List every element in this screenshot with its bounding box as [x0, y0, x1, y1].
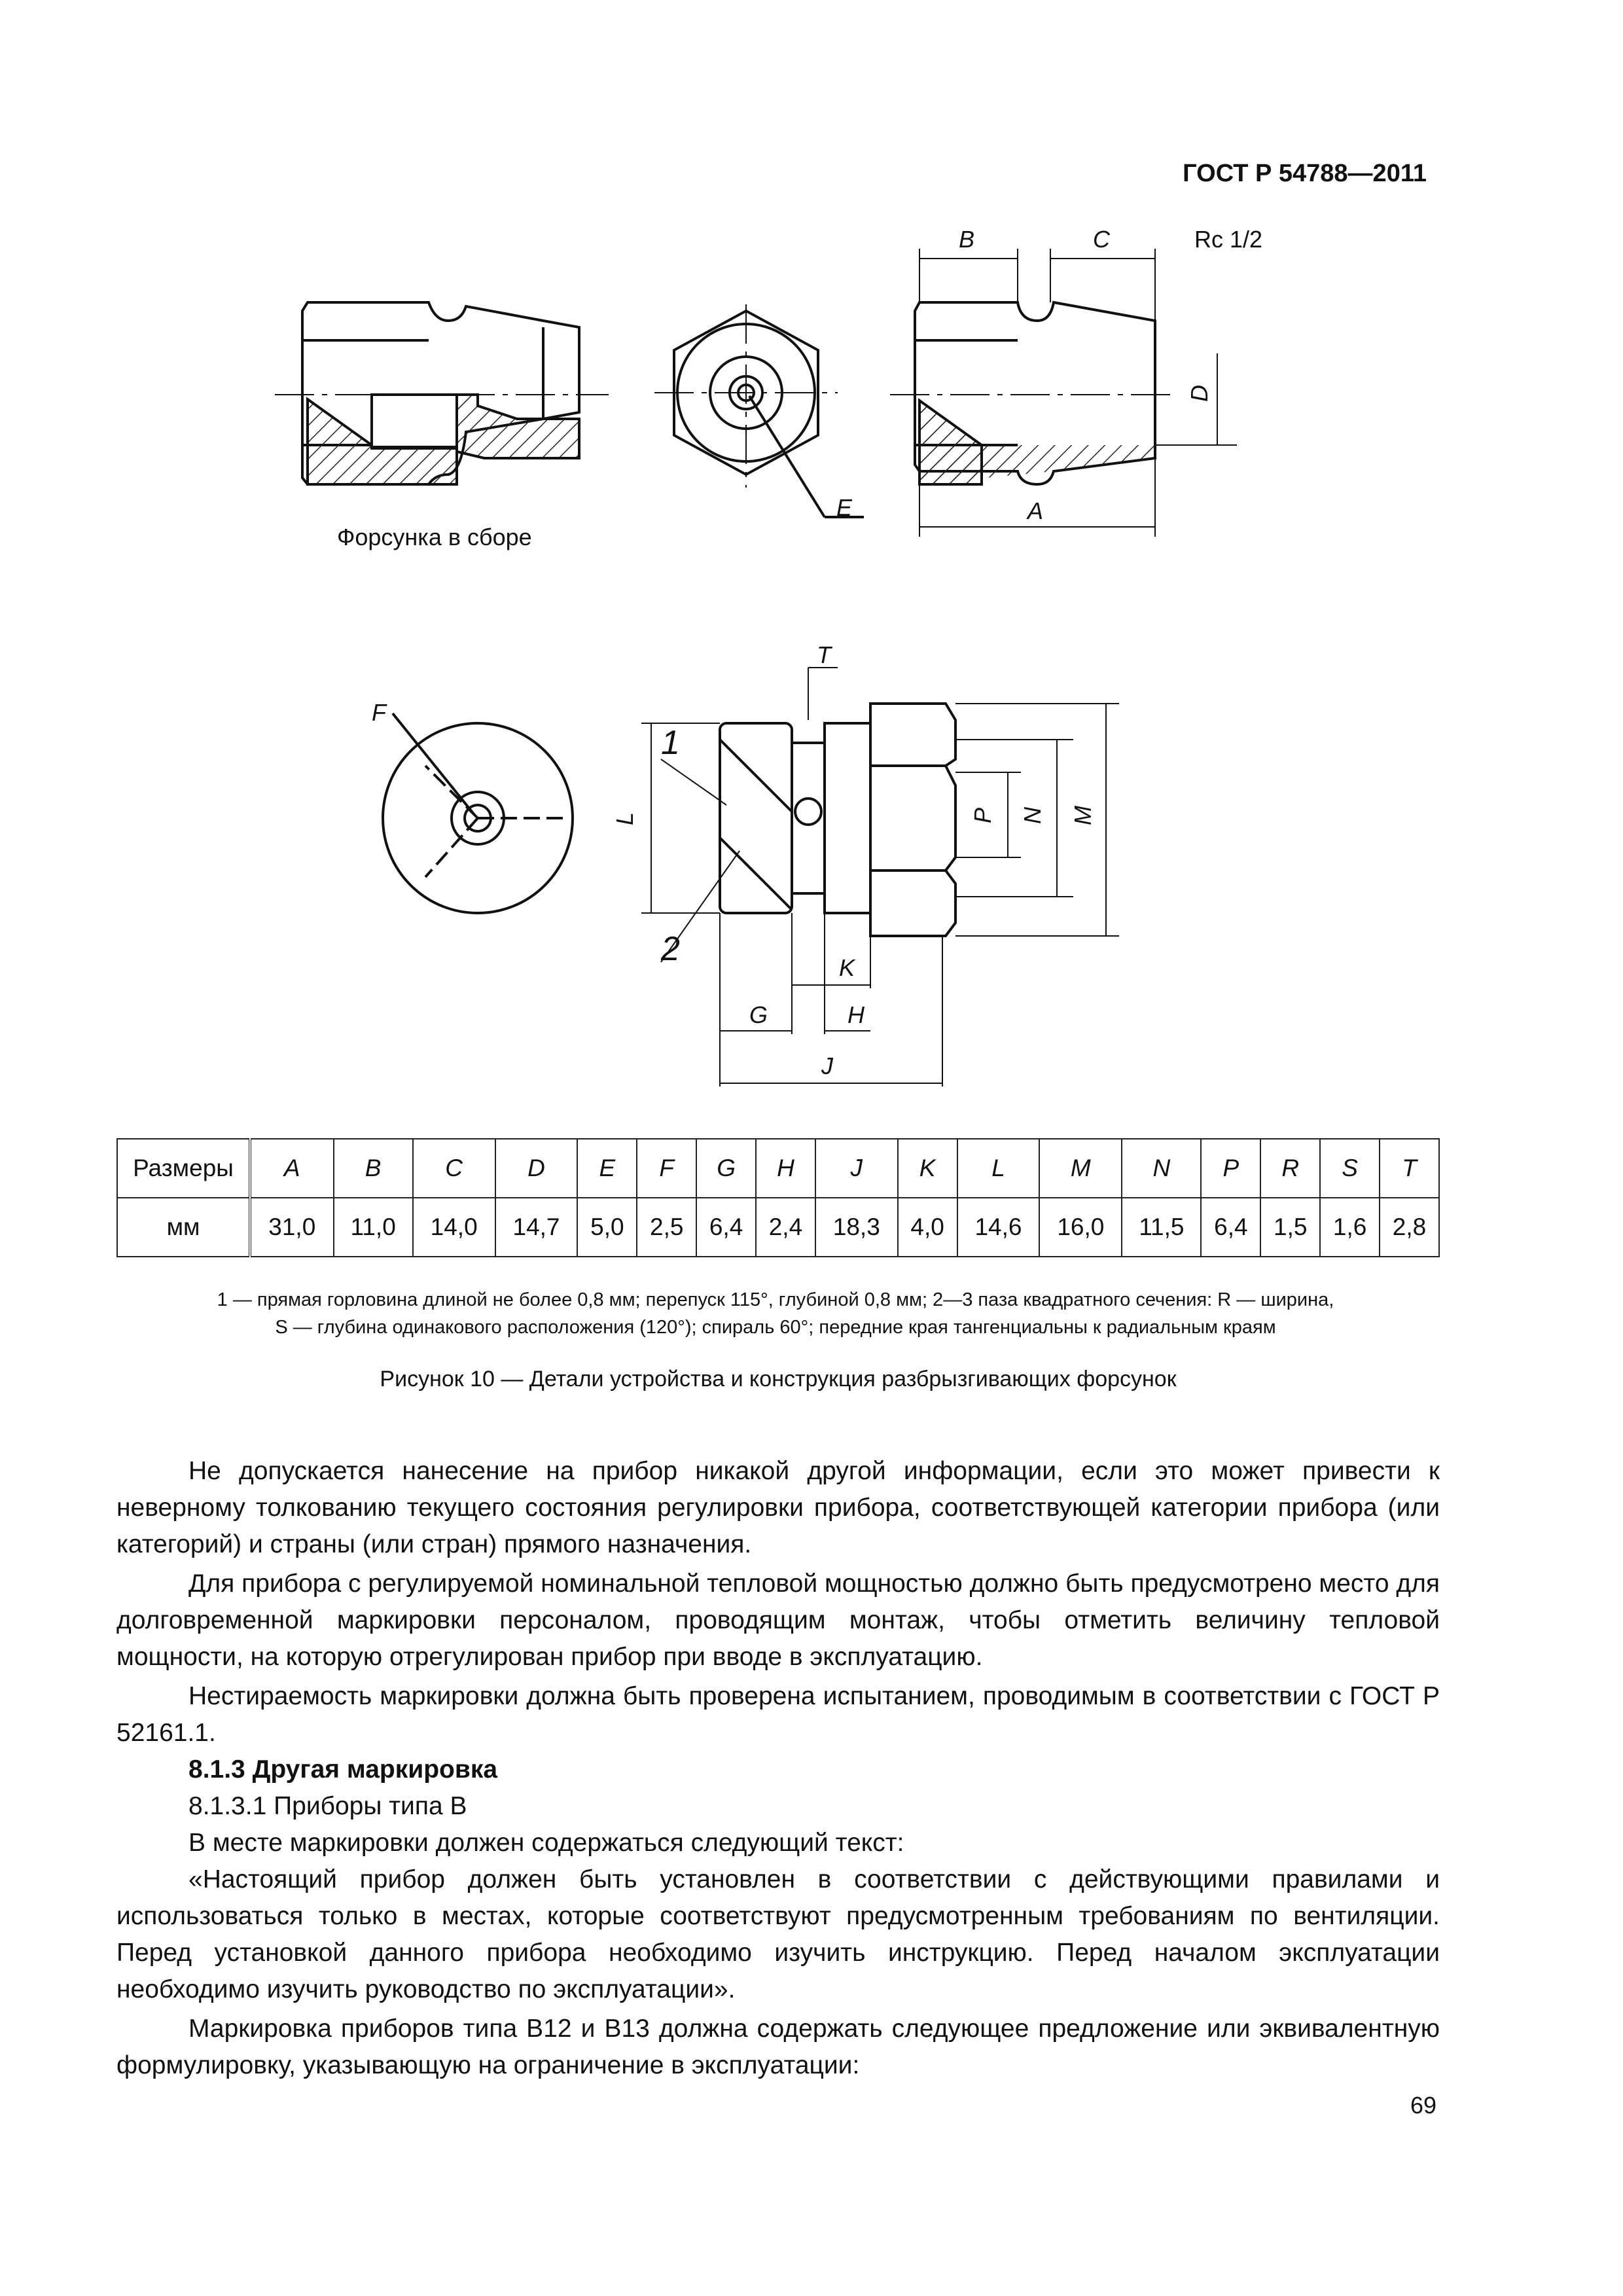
column-header: E: [577, 1139, 637, 1198]
table-cell: 1,6: [1320, 1198, 1380, 1257]
column-header: G: [696, 1139, 756, 1198]
paragraph: В месте маркировки должен содержаться следующий текст:: [188, 1829, 904, 1857]
table-cell: 6,4: [696, 1198, 756, 1257]
row-header: Размеры: [117, 1139, 250, 1198]
column-header: J: [815, 1139, 898, 1198]
table-cell: 31,0: [250, 1198, 334, 1257]
dim-label-a: A: [1027, 497, 1044, 524]
table-row: [117, 1198, 1439, 1257]
unit-label: мм: [117, 1198, 250, 1257]
callout-1: 1: [661, 724, 680, 762]
table-cell: 2,5: [637, 1198, 696, 1257]
dim-label-k: K: [839, 954, 855, 981]
dim-label-t: T: [817, 641, 831, 668]
body-text: [116, 1453, 1440, 2084]
dim-label-m: M: [1069, 806, 1096, 825]
table-cell: 14,0: [413, 1198, 495, 1257]
column-header: A: [250, 1139, 334, 1198]
figure-caption: Рисунок 10 — Детали устройства и конструкция разбрызгивающих форсунок: [380, 1367, 1177, 1391]
column-header: C: [413, 1139, 495, 1198]
section-heading: 8.1.3 Другая маркировка: [188, 1755, 498, 1784]
column-header: H: [756, 1139, 815, 1198]
dim-label-n: N: [1019, 807, 1046, 824]
table-cell: 6,4: [1201, 1198, 1260, 1257]
table-cell: 16,0: [1039, 1198, 1122, 1257]
table-cell: 14,7: [495, 1198, 578, 1257]
column-header: R: [1260, 1139, 1320, 1198]
table-cell: 14,6: [957, 1198, 1040, 1257]
dim-label-b: B: [959, 226, 975, 253]
thread-label: Rc 1/2: [1194, 226, 1263, 253]
column-header: B: [334, 1139, 413, 1198]
table-cell: 11,5: [1122, 1198, 1201, 1257]
figure-note-line-1: 1 — прямая горловина длиной не более 0,8 мм; перепуск 115°, глубиной 0,8 мм; 2—3 паза квадратного сечения: R — ширина,: [217, 1289, 1334, 1310]
subsection-heading: 8.1.3.1 Приборы типа В: [188, 1792, 467, 1820]
dim-label-d: D: [1186, 385, 1213, 402]
table-cell: 2,8: [1380, 1198, 1439, 1257]
nozzle-figure: [0, 0, 1623, 1126]
table-cell: 4,0: [898, 1198, 957, 1257]
table-cell: 11,0: [334, 1198, 413, 1257]
paragraph: Маркировка приборов типа В12 и В13 должна содержать следующее предложение или эквивалентную формулировку, указывающую на ограничение в эксплуатации:: [116, 2015, 1440, 2079]
table-header-row: [117, 1139, 1439, 1198]
callout-2: 2: [661, 930, 680, 968]
table-cell: 1,5: [1260, 1198, 1320, 1257]
side-detail: [641, 668, 1119, 1086]
column-header: N: [1122, 1139, 1201, 1198]
column-header: L: [957, 1139, 1040, 1198]
table-cell: 2,4: [756, 1198, 815, 1257]
page-number: 69: [1410, 2092, 1436, 2119]
dim-label-g: G: [749, 1001, 768, 1028]
paragraph: «Настоящий прибор должен быть установлен в соответствии с действующими правилами и использоваться только в местах, которые соответствуют предусмотренным требованиям по вентиляции. Перед установкой данного прибора необходимо изучить инструкцию. Перед началом эксплуатации необходимо изучить руководство по эксплуатации».: [116, 1865, 1440, 2003]
table-cell: 18,3: [815, 1198, 898, 1257]
column-header: K: [898, 1139, 957, 1198]
dim-label-c: C: [1093, 226, 1110, 253]
figure-note-line-2: S — глубина одинакового расположения (120°); спираль 60°; передние края тангенциальны к радиальным краям: [275, 1317, 1276, 1338]
figure-note: [105, 1286, 1446, 1341]
column-header: T: [1380, 1139, 1439, 1198]
table-cell: 5,0: [577, 1198, 637, 1257]
column-header: S: [1320, 1139, 1380, 1198]
disc-view: [383, 713, 573, 913]
dim-label-h: H: [847, 1001, 865, 1028]
assembly-drawing: [275, 302, 609, 484]
assembly-label: Форсунка в сборе: [337, 524, 532, 550]
paragraph: Не допускается нанесение на прибор никакой другой информации, если это может привести к неверному толкованию текущего состояния регулировки прибора, соответствующей категории прибора (или категорий) и страны (или стран) прямого назначения.: [116, 1457, 1440, 1558]
dim-label-j: J: [821, 1052, 833, 1079]
body-drawing: [890, 249, 1237, 537]
dim-label-l: L: [611, 812, 639, 826]
column-header: M: [1039, 1139, 1122, 1198]
dim-label-e: E: [836, 494, 853, 521]
dim-label-f: F: [372, 699, 386, 726]
paragraph: Нестираемость маркировки должна быть проверена испытанием, проводимым в соответствии с ГОСТ Р 52161.1.: [116, 1682, 1440, 1747]
dimensions-table: [116, 1138, 1440, 1257]
document-id: ГОСТ Р 54788—2011: [1183, 160, 1427, 187]
column-header: P: [1201, 1139, 1260, 1198]
column-header: F: [637, 1139, 696, 1198]
paragraph: Для прибора с регулируемой номинальной тепловой мощностью должно быть предусмотрено место для долговременной маркировки персоналом, проводящим монтаж, чтобы отметить величину тепловой мощности, на которую отрегулирован прибор при вводе в эксплуатацию.: [116, 1570, 1440, 1671]
column-header: D: [495, 1139, 578, 1198]
dim-label-p: P: [969, 807, 997, 824]
hex-end-view: [654, 304, 864, 517]
